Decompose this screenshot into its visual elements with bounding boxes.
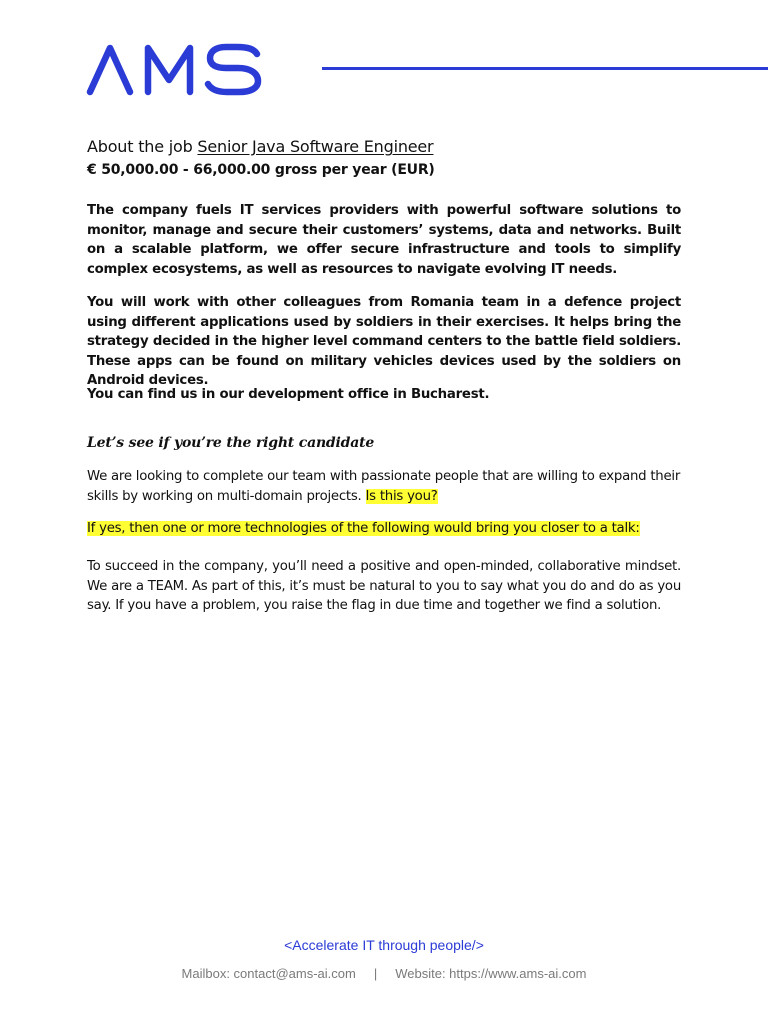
candidate-intro-text: We are looking to complete our team with passionate people that are willing to expand their skills by working on multi-domain projects.: [87, 469, 681, 504]
highlighted-question: Is this you?: [365, 488, 438, 504]
technologies-line: [87, 519, 681, 539]
technologies-highlight: If yes, then one or more technologies of the following would bring you closer to a talk:: [87, 521, 640, 536]
candidate-heading: Let’s see if you’re the right candidate: [87, 435, 375, 451]
office-location: You can find us in our development office in Bucharest.: [87, 387, 490, 402]
company-description: The company fuels IT services providers with powerful software solutions to monitor, manage and secure their customers’ systems, data and networks. Built on a scalable platform, we offer secure infrastructure and tools to simplify complex ecosystems, as well as resources to navigate evolving IT needs.: [87, 203, 681, 277]
candidate-intro: [87, 467, 681, 506]
footer-separator: |: [373, 966, 378, 981]
footer-contact: [0, 966, 768, 981]
ams-logo: [86, 42, 264, 96]
footer-tagline: <Accelerate IT through people/>: [284, 937, 484, 953]
job-title-row: [87, 136, 433, 158]
footer-mailbox[interactable]: Mailbox: contact@ams-ai.com: [181, 966, 356, 981]
about-label: About the job: [87, 137, 193, 156]
footer-website[interactable]: Website: https://www.ams-ai.com: [395, 966, 587, 981]
project-description: You will work with other colleagues from Romania team in a defence project using different applications used by soldiers in their exercises. It helps bring the strategy decided in the higher level command centers to the battle field soldiers. These apps can be found on military vehicles devices used by the soldiers on Android devices.: [87, 295, 681, 388]
salary-range: € 50,000.00 - 66,000.00 gross per year (EUR): [87, 162, 435, 178]
job-title: Senior Java Software Engineer: [197, 137, 434, 156]
mindset-paragraph: To succeed in the company, you’ll need a positive and open-minded, collaborative mindset. We are a TEAM. As part of this, it’s must be natural to you to say what you do and do as you say. If you have a problem, you raise the flag in due time and together we find a solution.: [87, 559, 681, 613]
header-divider-line: [322, 67, 768, 70]
